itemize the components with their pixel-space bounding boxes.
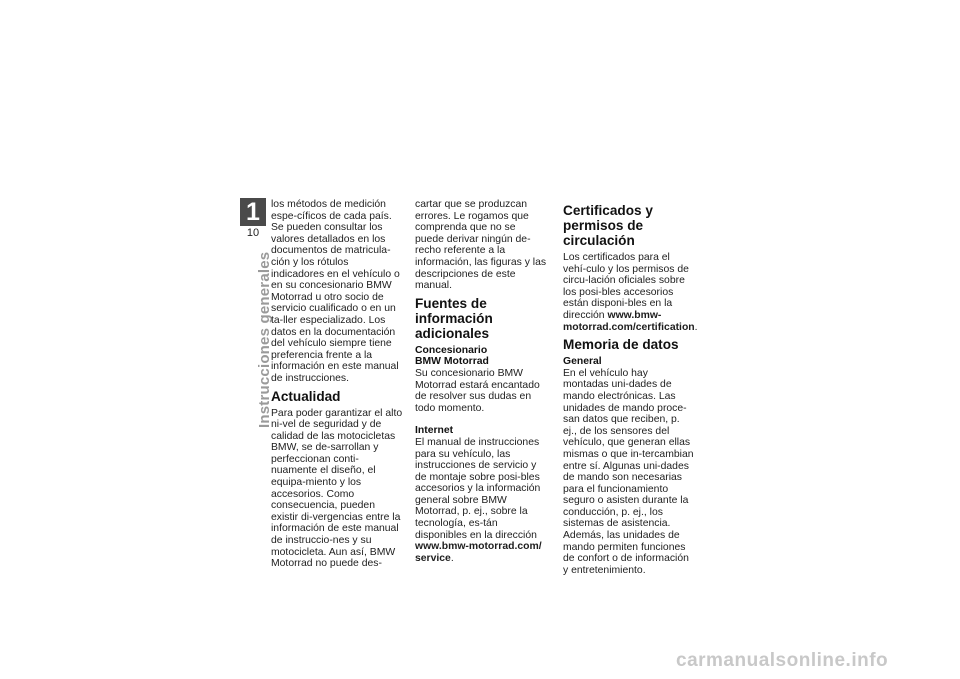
internet-text-end: . [450, 552, 454, 564]
certificados-text-end: . [694, 321, 698, 333]
certification-link[interactable]: www.bmw-motorrad.com/certification [563, 309, 695, 333]
text-column-2 [415, 199, 547, 564]
site-watermark: carmanualsonline.info [676, 650, 889, 671]
paragraph-certificados [563, 252, 698, 333]
text-column-1 [271, 199, 403, 570]
paragraph-general: En el vehículo hay montadas uni-dades de mando electrónicas. Las unidades de mando proce-san datos que reciben, p. ej., de los sensores del vehículo, que generan ellas mismas o que in-tercambian entre sí. Algunas uni-dades de mando son necesarias para el funcionamiento seguro o asisten durante la conducción, p. ej., los sistemas de asistencia. Además, las unidades de mando permiten funciones de confort o de información y entretenimiento. [563, 367, 694, 576]
paragraph-actualidad: Para poder garantizar el alto ni-vel de seguridad y de calidad de las motocicletas BMW, se de-sarrollan y perfeccionan conti-nuamente el diseño, el equipa-miento y los accesorios. Como consecuencia, pueden existir di-vergencias entre la información de este manual de instruccio-nes y su motocicleta. Aun así, BMW Motorrad no puede des- [271, 407, 403, 570]
heading-actualidad: Actualidad [271, 388, 341, 404]
subheading-general: General [563, 356, 602, 368]
certificados-text: Los certificados para el vehí-culo y los permisos de circu-lación oficiales sobre los posi-bles accesorios están disponi-bles en la dirección [563, 252, 689, 321]
chapter-number: 1 [240, 198, 266, 226]
section-title-vertical: Instrucciones generales [256, 251, 273, 428]
paragraph-internet [415, 437, 547, 565]
subheading-concesionario: Concesionario [415, 344, 488, 356]
subheading-bmw-motorrad: BMW Motorrad [415, 356, 489, 368]
heading-memoria: Memoria de datos [563, 337, 679, 353]
heading-fuentes: Fuentes de información adicionales [415, 295, 493, 341]
service-link[interactable]: www.bmw-motorrad.com/ service [415, 541, 542, 564]
subheading-internet: Internet [415, 425, 454, 437]
text-column-3 [563, 199, 698, 576]
paragraph-intro-continued: los métodos de medición espe-cíficos de cada país. Se pueden consultar los valores detallados en los documentos de matricula-ción y los rótulos indicadores en el vehículo o en su concesionario BMW Motorrad u otro socio de servicio cualificado o en un ta-ller especializado. Los datos en la documentación del vehículo siempre tiene preferencia frente a la información en este manual de instrucciones. [271, 199, 400, 384]
paragraph-concesionario: Su concesionario BMW Motorrad estará encantado de resolver sus dudas en todo momento. [415, 367, 540, 414]
paragraph-errores: cartar que se produzcan errores. Le rogamos que comprenda que no se puede derivar ningún de-recho referente a la información, las figuras y las descripciones de este manual. [415, 199, 547, 292]
internet-text: El manual de instrucciones para su vehículo, las instrucciones de servicio y de montaje sobre posi-bles accesorios y la información general sobre BMW Motorrad, p. ej., sobre la tecnología, es-tán disponibles en la dirección [415, 436, 541, 541]
page-number: 10 [246, 227, 260, 239]
heading-certificados: Certificados y permisos de circulación [563, 203, 653, 248]
